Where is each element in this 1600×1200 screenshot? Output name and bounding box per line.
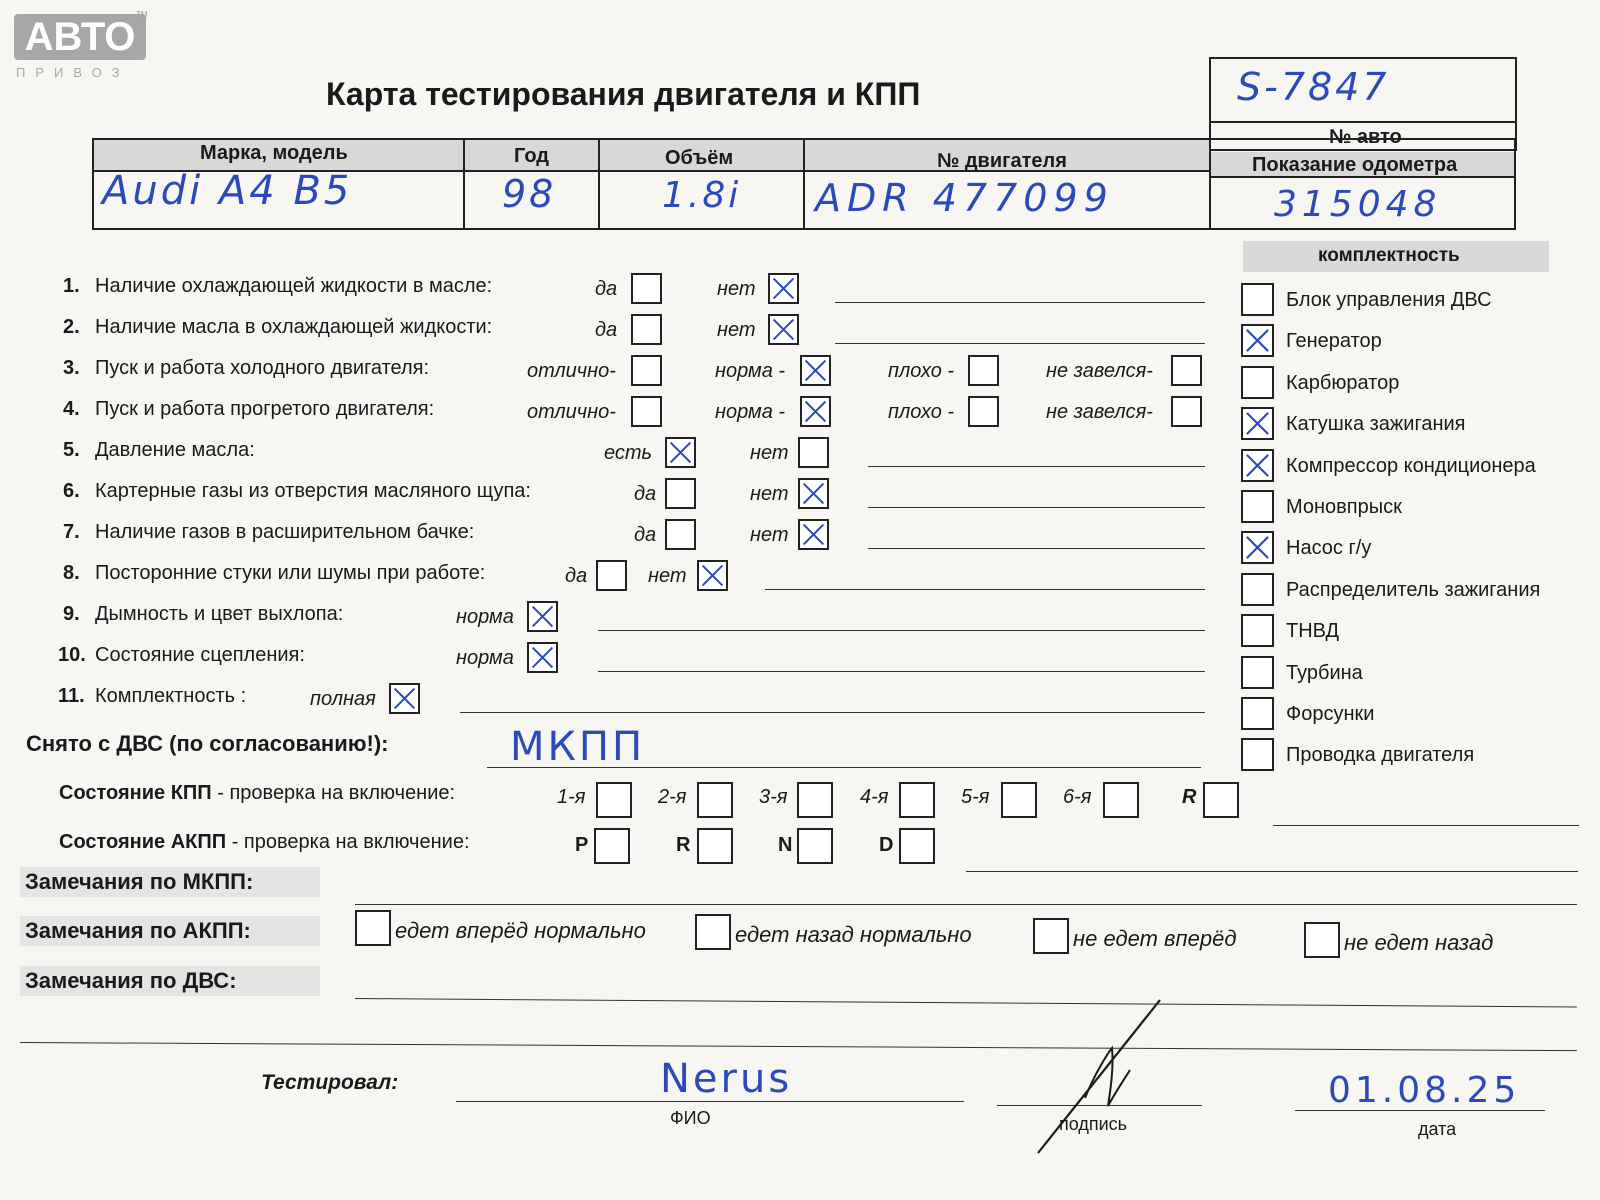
akpp-label-bold: Состояние АКПП [59, 831, 227, 853]
option-checkbox[interactable] [665, 478, 696, 509]
gear-checkbox[interactable] [797, 782, 833, 818]
gear-checkbox[interactable] [899, 782, 935, 818]
brand-value: Audi A4 B5 [102, 168, 353, 214]
removed-line [487, 767, 1201, 768]
question-text: Пуск и работа прогретого двигателя: [95, 398, 435, 420]
gear-checkbox[interactable] [697, 782, 733, 818]
completeness-checkbox[interactable] [1241, 573, 1274, 606]
option-label: да [595, 278, 618, 300]
col-divider-1 [463, 138, 465, 230]
check-mark-icon [667, 439, 694, 466]
completeness-title: комплектность [1318, 245, 1460, 266]
car-number-value: S-7847 [1237, 65, 1390, 109]
answer-line [868, 466, 1205, 467]
check-mark-icon [1243, 451, 1272, 480]
mode-checkbox[interactable] [899, 828, 935, 864]
option-label: норма - [715, 401, 786, 423]
mode-label: N [778, 834, 793, 856]
question-text: Посторонние стуки или шумы при работе: [95, 562, 486, 584]
name-line [456, 1101, 964, 1102]
question-text: Картерные газы из отверстия масляного щупа: [95, 480, 531, 502]
tested-label: Тестировал: [261, 1071, 399, 1094]
completeness-item-label: Распределитель зажигания [1286, 578, 1541, 601]
question-number: 4. [63, 398, 80, 420]
check-mark-icon [802, 357, 829, 384]
option-label: отлично- [527, 401, 616, 423]
akpp-remark-label: не едет вперёд [1073, 926, 1237, 951]
removed-label: Снято с ДВС (по согласованию!): [26, 731, 389, 756]
akpp-remark-checkbox[interactable] [695, 914, 731, 950]
remarks-dvs-label: Замечания по ДВС: [25, 968, 237, 993]
answer-line [835, 302, 1205, 303]
check-mark-icon [802, 398, 829, 425]
akpp-remark-label: едет вперёд нормально [395, 918, 646, 943]
answer-line [598, 671, 1205, 672]
logo-tm: TM [136, 10, 148, 19]
akpp-remark-checkbox[interactable] [1304, 922, 1340, 958]
remarks-mkpp-label: Замечания по МКПП: [25, 869, 254, 894]
question-number: 8. [63, 562, 80, 584]
option-checkbox[interactable] [1171, 355, 1202, 386]
question-text: Наличие масла в охлаждающей жидкости: [95, 316, 493, 338]
gear-checkbox[interactable] [1001, 782, 1037, 818]
col-divider-4 [1209, 138, 1211, 230]
signature-caption: подпись [1059, 1114, 1128, 1134]
option-checkbox[interactable] [631, 314, 662, 345]
kpp-label [59, 782, 455, 805]
akpp-label [59, 831, 470, 854]
option-label: норма - [715, 360, 786, 382]
mode-checkbox[interactable] [697, 828, 733, 864]
mode-label: R [676, 834, 691, 856]
check-mark-icon [1243, 326, 1272, 355]
option-label: не завелся- [1046, 360, 1153, 382]
option-label: плохо - [888, 360, 955, 382]
completeness-item-label: Компрессор кондиционера [1286, 454, 1536, 477]
question-text: Пуск и работа холодного двигателя: [95, 357, 430, 379]
completeness-item-label: Насос г/у [1286, 537, 1372, 560]
gear-label: 3-я [759, 786, 788, 808]
option-checkbox[interactable] [631, 273, 662, 304]
option-checkbox[interactable] [631, 355, 662, 386]
question-text: Состояние сцепления: [95, 644, 305, 666]
option-checkbox[interactable] [768, 273, 799, 304]
option-label: нет [717, 319, 756, 341]
option-label: нет [648, 565, 687, 587]
remarks-akpp-label: Замечания по АКПП: [25, 918, 251, 943]
mode-label: P [575, 834, 589, 856]
kpp-label-bold: Состояние КПП [59, 782, 212, 804]
check-mark-icon [1243, 409, 1272, 438]
gear-label: 6-я [1063, 786, 1092, 808]
completeness-item-label: Проводка двигателя [1286, 744, 1475, 767]
option-checkbox[interactable] [389, 683, 420, 714]
completeness-checkbox[interactable] [1241, 531, 1274, 564]
completeness-checkbox[interactable] [1241, 366, 1274, 399]
option-checkbox[interactable] [527, 601, 558, 632]
option-label: да [595, 319, 618, 341]
option-label: да [565, 565, 588, 587]
volume-label: Объём [665, 147, 734, 169]
answer-line [598, 630, 1205, 631]
question-number: 3. [63, 357, 80, 379]
logo [14, 10, 149, 84]
gear-checkbox[interactable] [1203, 782, 1239, 818]
col-divider-2 [598, 138, 600, 230]
odometer-label: Показание одометра [1252, 154, 1458, 176]
answer-line [765, 589, 1205, 590]
odometer-value: 315048 [1274, 184, 1442, 225]
option-checkbox[interactable] [665, 519, 696, 550]
completeness-checkbox[interactable] [1241, 614, 1274, 647]
option-label: да [634, 483, 657, 505]
remarks-dvs-line-2 [20, 1042, 1577, 1051]
completeness-checkbox[interactable] [1241, 407, 1274, 440]
option-label: норма [456, 606, 514, 628]
engine-value: ADR 477099 [815, 176, 1114, 220]
option-checkbox[interactable] [798, 437, 829, 468]
gear-label: 1-я [557, 786, 586, 808]
gear-label: 5-я [961, 786, 990, 808]
question-number: 2. [63, 316, 80, 338]
remarks-dvs-line-1 [355, 998, 1577, 1008]
answer-line [835, 343, 1205, 344]
akpp-remark-checkbox[interactable] [355, 910, 391, 946]
completeness-item-label: ТНВД [1286, 620, 1340, 643]
option-label: отлично- [527, 360, 616, 382]
date-caption: дата [1418, 1119, 1457, 1139]
akpp-remark-label: едет назад нормально [735, 922, 972, 947]
logo-main: АВТО [14, 14, 146, 60]
completeness-item-label: Блок управления ДВС [1286, 289, 1492, 311]
check-mark-icon [770, 316, 797, 343]
completeness-checkbox[interactable] [1241, 738, 1274, 771]
option-checkbox[interactable] [1171, 396, 1202, 427]
option-label: полная [310, 688, 376, 710]
completeness-item-label: Моновпрыск [1286, 496, 1402, 518]
option-checkbox[interactable] [665, 437, 696, 468]
kpp-line [1273, 825, 1579, 826]
completeness-item-label: Генератор [1286, 330, 1382, 353]
completeness-checkbox[interactable] [1241, 283, 1274, 316]
completeness-item-label: Карбюратор [1286, 371, 1400, 394]
volume-value: 1.8i [662, 175, 742, 216]
check-mark-icon [529, 603, 556, 630]
question-number: 9. [63, 603, 80, 625]
option-checkbox[interactable] [968, 355, 999, 386]
option-label: норма [456, 647, 514, 669]
completeness-checkbox[interactable] [1241, 656, 1274, 689]
check-mark-icon [391, 685, 418, 712]
gear-label: 4-я [860, 786, 889, 808]
check-mark-icon [1243, 533, 1272, 562]
option-checkbox[interactable] [631, 396, 662, 427]
page-title: Карта тестирования двигателя и КПП [326, 76, 921, 112]
tester-name: Nerus [660, 1056, 793, 1102]
akpp-remark-label: не едет назад [1344, 930, 1494, 955]
question-number: 6. [63, 480, 80, 502]
akpp-line [966, 871, 1578, 872]
name-caption: ФИО [670, 1108, 711, 1128]
mode-label: D [879, 834, 894, 856]
check-mark-icon [770, 275, 797, 302]
option-checkbox[interactable] [798, 478, 829, 509]
remarks-mkpp-line [355, 904, 1577, 905]
option-label: да [634, 524, 657, 546]
completeness-checkbox[interactable] [1241, 490, 1274, 523]
option-checkbox[interactable] [596, 560, 627, 591]
question-number: 5. [63, 439, 80, 461]
gear-label: R [1182, 786, 1197, 808]
question-number: 7. [63, 521, 80, 543]
option-checkbox[interactable] [697, 560, 728, 591]
answer-line [868, 507, 1205, 508]
question-text: Комплектность : [95, 685, 247, 707]
completeness-item-label: Турбина [1286, 661, 1363, 684]
option-checkbox[interactable] [768, 314, 799, 345]
option-label: не завелся- [1046, 401, 1153, 423]
mode-checkbox[interactable] [594, 828, 630, 864]
completeness-checkbox[interactable] [1241, 449, 1274, 482]
completeness-item-label: Катушка зажигания [1286, 413, 1466, 436]
option-checkbox[interactable] [527, 642, 558, 673]
logo-sub: ПРИВОЗ [16, 65, 130, 80]
check-mark-icon [800, 480, 827, 507]
option-label: нет [750, 524, 789, 546]
option-label: плохо - [888, 401, 955, 423]
car-number-label: № авто [1329, 126, 1402, 148]
akpp-remark-checkbox[interactable] [1033, 918, 1069, 954]
completeness-checkbox[interactable] [1241, 697, 1274, 730]
year-label: Год [514, 145, 549, 167]
check-mark-icon [529, 644, 556, 671]
option-label: нет [750, 483, 789, 505]
col-divider-3 [803, 138, 805, 230]
engine-label: № двигателя [937, 150, 1067, 172]
removed-value: МКПП [510, 724, 646, 770]
option-checkbox[interactable] [968, 396, 999, 427]
answer-line [868, 548, 1205, 549]
gear-label: 2-я [658, 786, 687, 808]
question-text: Наличие газов в расширительном бачке: [95, 521, 475, 543]
question-text: Наличие охлаждающей жидкости в масле: [95, 275, 493, 297]
gear-checkbox[interactable] [596, 782, 632, 818]
option-label: нет [750, 442, 789, 464]
brand-label: Марка, модель [200, 142, 348, 164]
car-number-box [1209, 57, 1517, 121]
question-text: Дымность и цвет выхлопа: [95, 603, 344, 625]
date-value: 01.08.25 [1328, 1070, 1521, 1111]
akpp-label-rest: - проверка на включение: [226, 831, 470, 853]
mode-checkbox[interactable] [797, 828, 833, 864]
kpp-label-rest: - проверка на включение: [211, 782, 456, 804]
question-text: Давление масла: [95, 439, 255, 461]
date-line [1295, 1110, 1545, 1111]
year-value: 98 [502, 172, 557, 216]
question-number: 11. [58, 685, 85, 707]
option-checkbox[interactable] [800, 355, 831, 386]
option-checkbox[interactable] [800, 396, 831, 427]
option-label: есть [604, 442, 653, 464]
option-checkbox[interactable] [798, 519, 829, 550]
check-mark-icon [800, 521, 827, 548]
question-number: 10. [58, 644, 86, 666]
answer-line [460, 712, 1205, 713]
completeness-checkbox[interactable] [1241, 324, 1274, 357]
completeness-item-label: Форсунки [1286, 703, 1375, 725]
question-number: 1. [63, 275, 80, 297]
gear-checkbox[interactable] [1103, 782, 1139, 818]
option-label: нет [717, 278, 756, 300]
check-mark-icon [699, 562, 726, 589]
